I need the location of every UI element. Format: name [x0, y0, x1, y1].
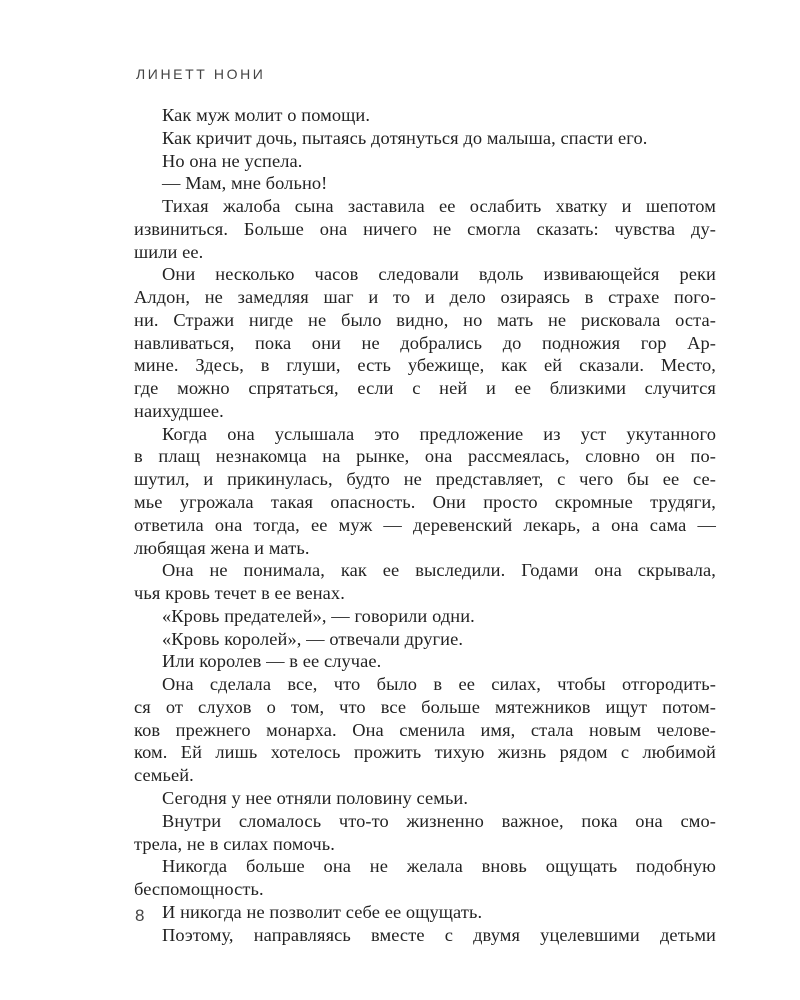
- text-line: «Кровь королей», — отвечали другие.: [162, 628, 464, 649]
- text-line: мине. Здесь, в глуши, есть убежище, как ей сказали. Место,: [134, 355, 716, 376]
- body-text: [134, 104, 716, 946]
- text-line: шили ее.: [134, 241, 204, 262]
- text-line: трела, не в силах помочь.: [134, 833, 335, 854]
- text-line: шутил, и прикинулась, будто не представляет, с чего бы ее се-: [134, 469, 716, 490]
- running-head-author: ЛИНЕТТ НОНИ: [136, 66, 266, 82]
- text-line: Она сделала все, что было в ее силах, чтобы отгородить-: [162, 674, 716, 695]
- text-line: — Мам, мне больно!: [162, 173, 328, 194]
- text-line: ни. Стражи нигде не было видно, но мать не рисковала оста-: [134, 309, 716, 330]
- text-line: навливаться, пока они не добрались до подножия гор Ар-: [134, 332, 716, 353]
- text-line: ком. Ей лишь хотелось прожить тихую жизнь рядом с любимой: [134, 742, 716, 763]
- text-line: ся от слухов о том, что все больше мятежников ищут потом-: [134, 696, 716, 717]
- text-line: беспомощность.: [134, 879, 264, 900]
- text-line: ков прежнего монарха. Она сменила имя, стала новым челове-: [134, 719, 716, 740]
- text-line: Но она не успела.: [162, 150, 303, 171]
- text-line: Или королев — в ее случае.: [162, 651, 382, 672]
- text-line: И никогда не позволит себе ее ощущать.: [162, 901, 483, 922]
- text-line: ответила она тогда, ее муж — деревенский лекарь, а она сама —: [134, 514, 716, 535]
- text-line: Никогда больше она не желала вновь ощущать подобную: [162, 856, 716, 877]
- text-line: Поэтому, направляясь вместе с двумя уцелевшими детьми: [162, 924, 716, 945]
- text-line: наихудшее.: [134, 400, 224, 421]
- text-line: Внутри сломалось что-то жизненно важное, пока она смо-: [162, 810, 716, 831]
- text-line: Тихая жалоба сына заставила ее ослабить хватку и шепотом: [162, 196, 716, 217]
- text-line: любящая жена и мать.: [134, 537, 310, 558]
- page-number: 8: [135, 906, 145, 925]
- text-line: мье угрожала такая опасность. Они просто скромные трудяги,: [134, 492, 716, 513]
- text-line: «Кровь предателей», — говорили одни.: [162, 605, 475, 626]
- text-line: чья кровь течет в ее венах.: [134, 583, 345, 604]
- text-line: семьей.: [134, 765, 194, 786]
- text-line: Она не понимала, как ее выследили. Годами она скрывала,: [162, 560, 716, 581]
- text-line: Алдон, не замедляя шаг и то и дело озираясь в страхе пого-: [134, 287, 716, 308]
- text-line: Сегодня у нее отняли половину семьи.: [162, 787, 469, 808]
- text-line: Когда она услышала это предложение из уст укутанного: [162, 423, 716, 444]
- text-line: где можно спрятаться, если с ней и ее близкими случится: [134, 378, 716, 399]
- text-line: Как кричит дочь, пытаясь дотянуться до малыша, спасти его.: [162, 127, 648, 148]
- text-line: Они несколько часов следовали вдоль извивающейся реки: [162, 264, 716, 285]
- text-line: извиниться. Больше она ничего не смогла сказать: чувства ду-: [134, 218, 716, 239]
- text-line: в плащ незнакомца на рынке, она рассмеялась, словно он по-: [134, 446, 716, 467]
- text-line: Как муж молит о помощи.: [162, 105, 371, 125]
